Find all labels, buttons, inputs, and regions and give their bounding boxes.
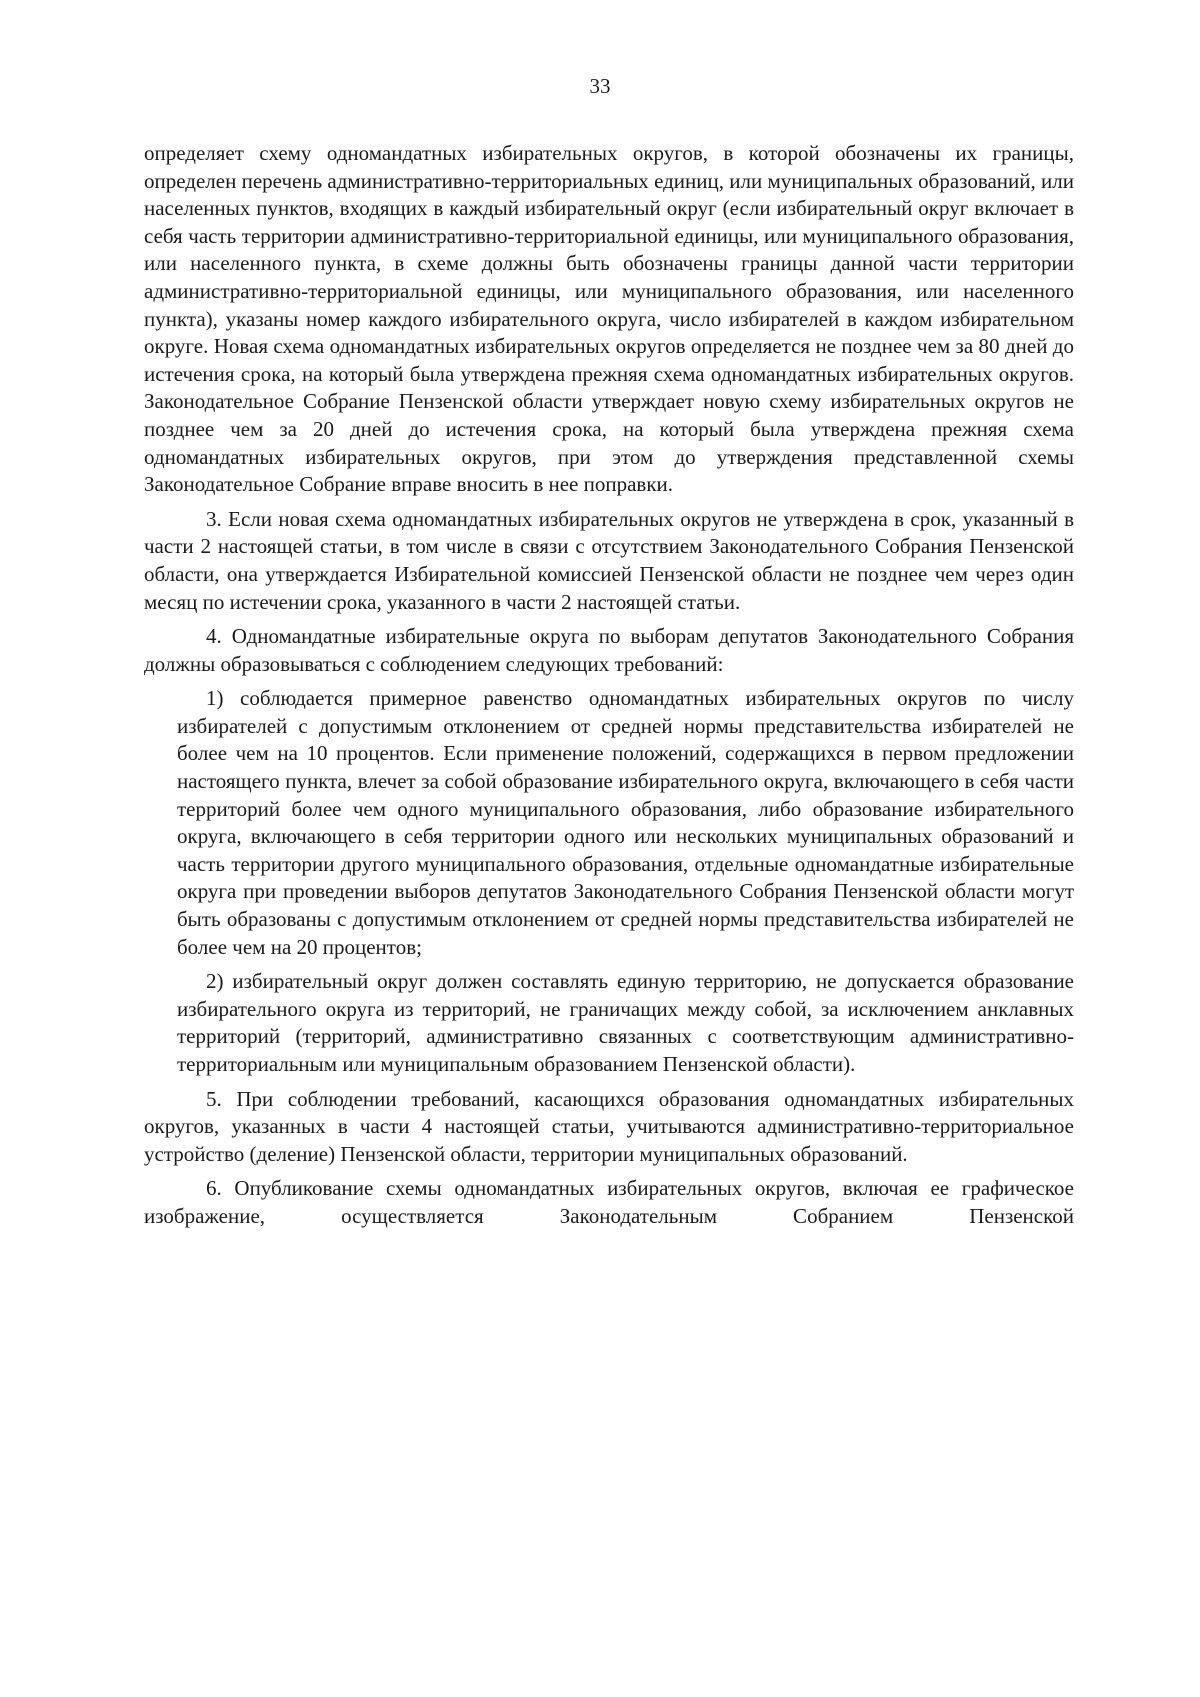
paragraph-part-5: 5. При соблюдении требований, касающихся образования одномандатных избирательных округов, указанных в части 4 настоящей статьи, учитываются административно-территориальное устройство (деление) Пензенской области, территории муниципальных образований.	[144, 1086, 1074, 1166]
document-body	[144, 140, 1074, 1238]
paragraph-part-4: 4. Одномандатные избирательные округа по выборам депутатов Законодательного Собрания должны образовываться с соблюдением следующих требований:	[144, 624, 1074, 676]
paragraph-part-6: 6. Опубликование схемы одномандатных избирательных округов, включая ее графическое изображение, осуществляется Законодательным Собранием Пензенской	[144, 1176, 1074, 1228]
page-number: 33	[589, 74, 611, 98]
paragraph-part-3: 3. Если новая схема одномандатных избирательных округов не утверждена в срок, указанный в части 2 настоящей статьи, в том числе в связи с отсутствием Законодательного Собрания Пензенской области, она утверждается Избирательной комиссией Пензенской области не позднее чем через один месяц по истечении срока, указанного в части 2 настоящей статьи.	[144, 506, 1074, 614]
list-item-1: 1) соблюдается примерное равенство одномандатных избирательных округов по числу избирателей с допустимым отклонением от средней нормы представительства избирателей не более чем на 10 процентов. Если применение положений, содержащихся в первом предложении настоящего пункта, влечет за собой образование избирательного округа, включающего в себя части территорий более чем одного муниципального образования, либо образование избирательного округа, включающего в себя территории одного или нескольких муниципальных образований и часть территории другого муниципального образования, отдельные одномандатные избирательные округа при проведении выборов депутатов Законодательного Собрания Пензенской области могут быть образованы с допустимым отклонением от средней нормы представительства избирателей не более чем на 20 процентов;	[177, 686, 1074, 959]
list-item-2: 2) избирательный округ должен составлять единую территорию, не допускается образование избирательного округа из территорий, не граничащих между собой, за исключением анклавных территорий (территорий, административно связанных с соответствующим административно-территориальным или муниципальным образованием Пензенской области).	[177, 969, 1074, 1076]
paragraph-continuation: определяет схему одномандатных избирательных округов, в которой обозначены их границы, определен перечень административно-территориальных единиц, или муниципальных образований, или населенных пунктов, входящих в каждый избирательный округ (если избирательный округ включает в себя часть территории административно-территориальной единицы, или муниципального образования, или населенного пункта, в схеме должны быть обозначены границы данной части территории административно-территориальной единицы, или муниципального образования, или населенного пункта), указаны номер каждого избирательного округа, число избирателей в каждом избирательном округе. Новая схема одномандатных избирательных округов определяется не позднее чем за 80 дней до истечения срока, на который была утверждена прежняя схема одномандатных избирательных округов. Законодательное Собрание Пензенской области утверждает новую схему избирательных округов не позднее чем за 20 дней до истечения срока, на который была утверждена прежняя схема одномандатных избирательных округов, при этом до утверждения представленной схемы Законодательное Собрание вправе вносить в нее поправки.	[144, 141, 1074, 497]
